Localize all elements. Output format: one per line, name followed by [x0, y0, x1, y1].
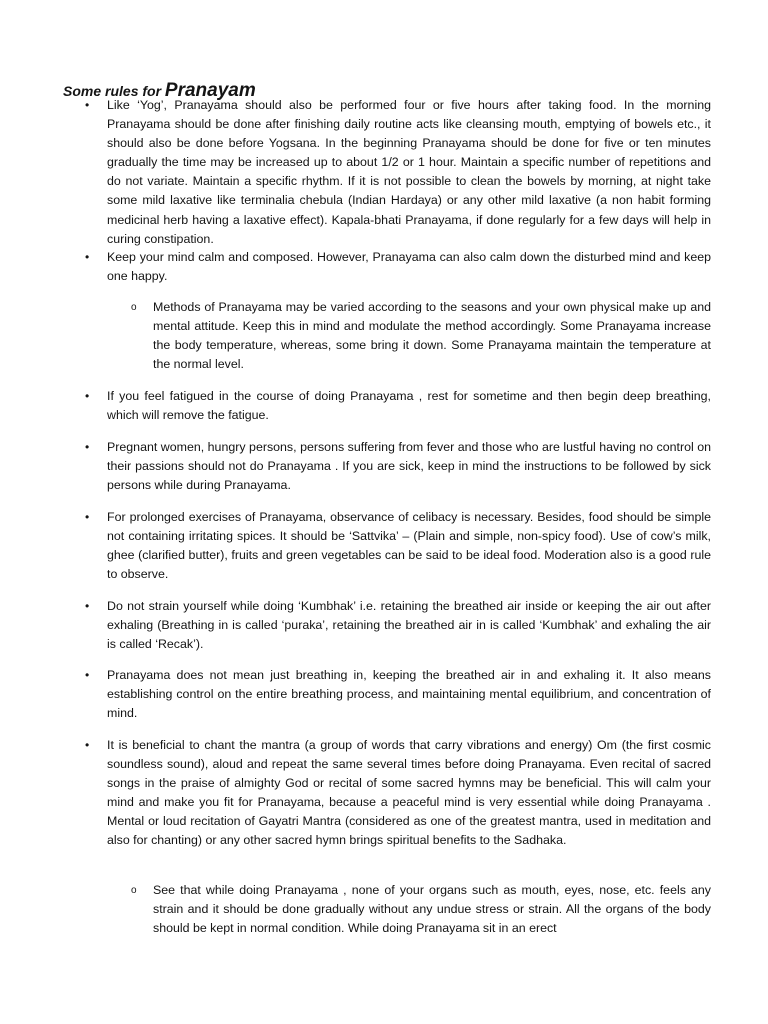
list-item-text: Pregnant women, hungry persons, persons suffering from fever and those who are lustful having no control on their passions should not do Pranayama . If you are sick, keep in mind the instructions to be followed by sick persons while during Pranayama.: [107, 440, 711, 493]
list-item-text: Do not strain yourself while doing ‘Kumbhak’ i.e. retaining the breathed air inside or keeping the air out after exhaling (Breathing in is called ‘puraka’, retaining the breathed air in is called ‘Kumbhak’ and exhaling the air is called ‘Recak’).: [107, 599, 711, 652]
bullet-marker: •: [85, 250, 90, 264]
list-item-text: See that while doing Pranayama , none of your organs such as mouth, eyes, nose, etc. feels any strain and it should be done gradually without any undue stress or strain. All the organs of the body should be kept in normal condition. While doing Pranayama sit in an erect: [153, 883, 711, 936]
bullet-marker: •: [85, 599, 90, 613]
list-item: [85, 666, 711, 723]
title-prefix: Some rules for: [63, 83, 165, 99]
bullet-marker: •: [85, 668, 90, 682]
list-item: [85, 387, 711, 425]
list-item-text: For prolonged exercises of Pranayama, observance of celibacy is necessary. Besides, food should be simple not containing irritating spices. It should be ‘Sattvika’ – (Plain and simple, non-spicy food). Use of cow’s milk, ghee (clarified butter), fruits and green vegetables can be said to be ideal food. Moderation also is a good rule to observe.: [107, 510, 711, 582]
list-item: [85, 438, 711, 495]
list-item-text: It is beneficial to chant the mantra (a group of words that carry vibrations and energy) Om (the first cosmic soundless sound), aloud and repeat the same several times before doing Pranayama. Even recital of sacred songs in the praise of almighty God or recital of some sacred hymns may be beneficial. This will calm your mind and make you fit for Pranayama, because a peaceful mind is very essential while doing Pranayama . Mental or loud recitation of Gayatri Mantra (considered as one of the greatest mantra, used in meditation and also for chanting) or any other sacred hymn brings spiritual benefits to the Sadhaka.: [107, 738, 711, 848]
bullet-marker: •: [85, 738, 90, 752]
bullet-marker: •: [85, 389, 90, 403]
sub-list-item: [131, 881, 711, 938]
title-main: Pranayam: [164, 80, 256, 101]
sub-bullet-marker: o: [131, 885, 137, 896]
list-item: [85, 508, 711, 584]
list-item: [85, 248, 711, 286]
list-item-text: Like ‘Yog’, Pranayama should also be performed four or five hours after taking food. In the morning Pranayama should be done after finishing daily routine acts like cleansing mouth, emptying of bowels etc., it should also be done before Yogsana. In the beginning Pranayama should be done for five or ten minutes gradually the time may be increased up to about 1/2 or 1 hour. Maintain a specific number of repetitions and do not variate. Maintain a specific rhythm. If it is not possible to clean the bowels by morning, at night take some mild laxative like terminalia chebula (Indian Hardaya) or any other mild laxative (a non habit forming medicinal herb having a laxative effect). Kapala-bhati Pranayama, if done regularly for a few days will help in curing constipation.: [107, 98, 711, 246]
bullet-marker: •: [85, 510, 90, 524]
list-item-text: If you feel fatigued in the course of doing Pranayama , rest for sometime and then begin deep breathing, which will remove the fatigue.: [107, 389, 711, 423]
list-item-text: Methods of Pranayama may be varied according to the seasons and your own physical make up and mental attitude. Keep this in mind and modulate the method accordingly. Some Pranayama increase the body temperature, whereas, some bring it down. Some Pranayama maintain the temperature at the normal level.: [153, 300, 711, 372]
bullet-marker: •: [85, 98, 90, 112]
list-item-text: Pranayama does not mean just breathing in, keeping the breathed air in and exhaling it. It also means establishing control on the entire breathing process, and maintaining mental equilibrium, and concentration of mind.: [107, 668, 711, 721]
list-item-text: Keep your mind calm and composed. However, Pranayama can also calm down the disturbed mind and keep one happy.: [107, 250, 711, 284]
bullet-marker: •: [85, 440, 90, 454]
list-item: [85, 597, 711, 654]
list-item: [85, 96, 711, 249]
sub-bullet-marker: o: [131, 302, 137, 313]
list-item: [85, 736, 711, 851]
sub-list-item: [131, 298, 711, 374]
